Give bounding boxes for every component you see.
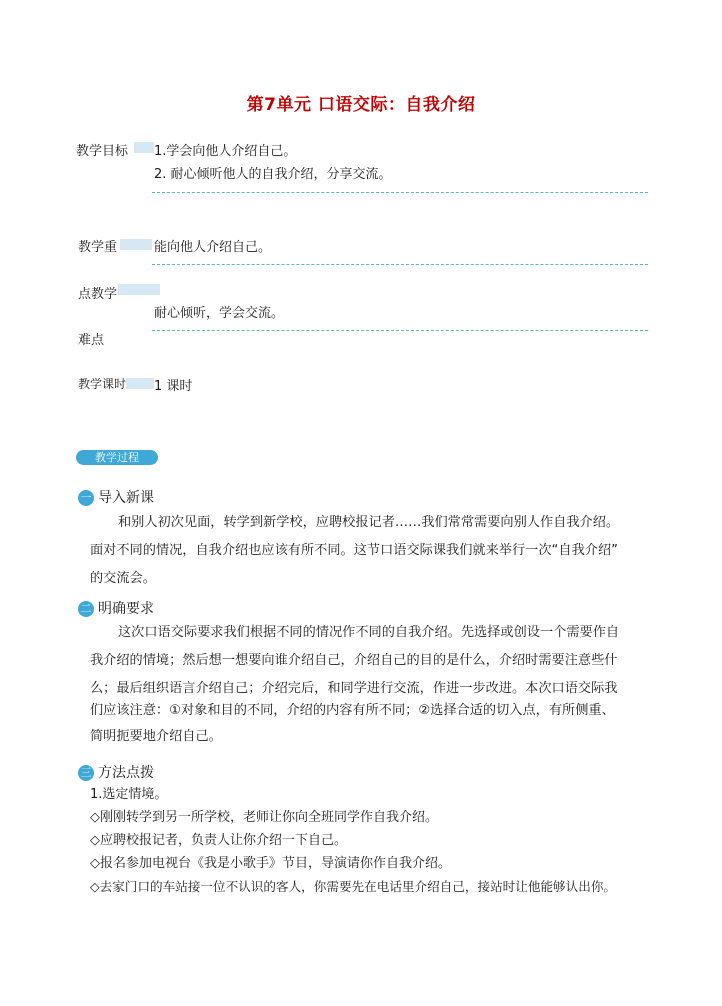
- section-number-badge: 二: [78, 601, 94, 617]
- section-3-line-1: 1.选定情境。: [90, 787, 168, 802]
- section-2-line-3: 么；最后组织语言介绍自己；介绍完后，和同学进行交流，作进一步改进。本次口语交际我: [90, 681, 618, 696]
- difficulty-label-bottom: 难点: [78, 333, 105, 348]
- label-highlight: [134, 142, 154, 153]
- label-highlight: [118, 284, 160, 295]
- hours-label: 教学课时: [78, 377, 127, 391]
- dashed-divider: [152, 330, 648, 331]
- section-2-line-4: 们应该注意：①对象和目的不同，介绍的内容有所不同；②选择合适的切入点，有所侧重、: [90, 703, 615, 718]
- dashed-divider: [152, 264, 648, 265]
- dashed-divider: [152, 192, 648, 193]
- difficulty-text: 耐心倾听，学会交流。: [154, 306, 285, 321]
- section-3-line-5: ◇去家门口的车站接一位不认识的客人，你需要先在电话里介绍自己，接站时让他能够认出你。: [90, 879, 617, 894]
- process-badge: 教学过程: [76, 450, 158, 465]
- goal-item-1: 1.学会向他人介绍自己。: [154, 144, 297, 159]
- goal-item-2: 2. 耐心倾听他人的自我介绍，分享交流。: [154, 167, 392, 182]
- section-2-line-1: 这次口语交际要求我们根据不同的情况作不同的自我介绍。先选择或创设一个需要作自: [118, 625, 620, 640]
- hours-text: 1 课时: [154, 379, 193, 394]
- section-2-heading: [78, 598, 154, 618]
- section-1-line-2: 面对不同的情况，自我介绍也应该有所不同。这节口语交际课我们就来举行一次“自我介绍”: [90, 543, 618, 558]
- section-2-line-2: 我介绍的情境；然后想一想要向谁介绍自己，介绍自己的目的是什么，介绍时需要注意些什: [90, 653, 618, 668]
- section-number-badge: 一: [78, 490, 94, 506]
- difficulty-label-top: 点教学: [78, 287, 118, 302]
- section-1-heading: [78, 487, 154, 507]
- section-title: 方法点拨: [98, 765, 154, 781]
- section-number-badge: 三: [78, 765, 94, 781]
- focus-label: 教学重: [78, 240, 118, 255]
- label-highlight: [120, 239, 152, 250]
- section-title: 明确要求: [98, 601, 154, 617]
- section-3-line-4: ◇报名参加电视台《我是小歌手》节目，导演请你作自我介绍。: [90, 856, 451, 871]
- section-1-line-1: 和别人初次见面，转学到新学校，应聘校报记者……我们常常需要向别人作自我介绍。: [118, 515, 620, 530]
- label-highlight: [126, 378, 154, 389]
- focus-text: 能向他人介绍自己。: [154, 240, 272, 255]
- goals-label: 教学目标: [76, 144, 129, 159]
- section-3-line-3: ◇应聘校报记者，负责人让你介绍一下自己。: [90, 833, 347, 848]
- section-3-line-2: ◇刚刚转学到另一所学校，老师让你向全班同学作自我介绍。: [90, 810, 438, 825]
- section-title: 导入新课: [98, 490, 154, 506]
- section-2-line-5: 简明扼要地介绍自己。: [90, 729, 222, 744]
- section-1-line-3: 的交流会。: [90, 571, 156, 586]
- section-3-heading: [78, 762, 154, 782]
- page-title: 第7单元 口语交际：自我介绍: [246, 95, 476, 115]
